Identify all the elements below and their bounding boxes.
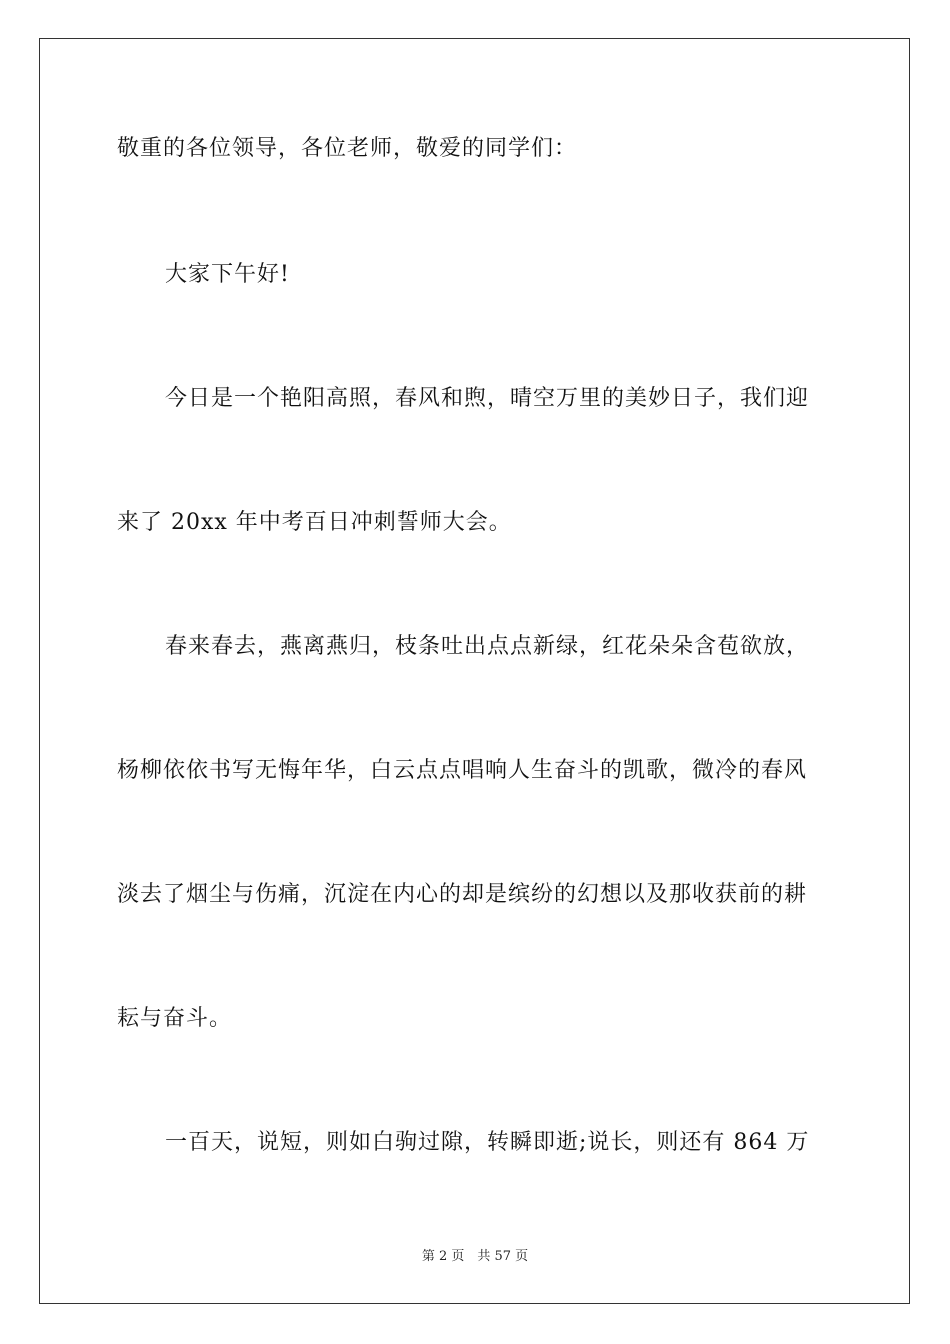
page-number-footer: 第 2 页 共 57 页 (421, 1249, 529, 1264)
text-line-paragraph1-b: 来了 20xx 年中考百日冲刺誓师大会。 (117, 510, 512, 535)
text-line-paragraph2-c: 淡去了烟尘与伤痛，沉淀在内心的却是缤纷的幻想以及那收获前的耕 (117, 882, 808, 907)
text-line-paragraph2-b: 杨柳依依书写无悔年华，白云点点唱响人生奋斗的凯歌，微冷的春风 (117, 758, 808, 783)
text-line-paragraph3-a: 一百天，说短，则如白驹过隙，转瞬即逝;说长，则还有 864 万 (165, 1130, 810, 1155)
text-line-paragraph2-a: 春来春去，燕离燕归，枝条吐出点点新绿，红花朵朵含苞欲放， (165, 634, 810, 659)
text-line-good-afternoon: 大家下午好! (165, 262, 290, 287)
text-line-paragraph1-a: 今日是一个艳阳高照，春风和煦，晴空万里的美妙日子，我们迎 (165, 386, 810, 411)
page-border (39, 38, 910, 1304)
text-line-paragraph2-d: 耘与奋斗。 (117, 1006, 233, 1031)
text-line-greeting: 敬重的各位领导，各位老师，敬爱的同学们： (117, 136, 578, 161)
